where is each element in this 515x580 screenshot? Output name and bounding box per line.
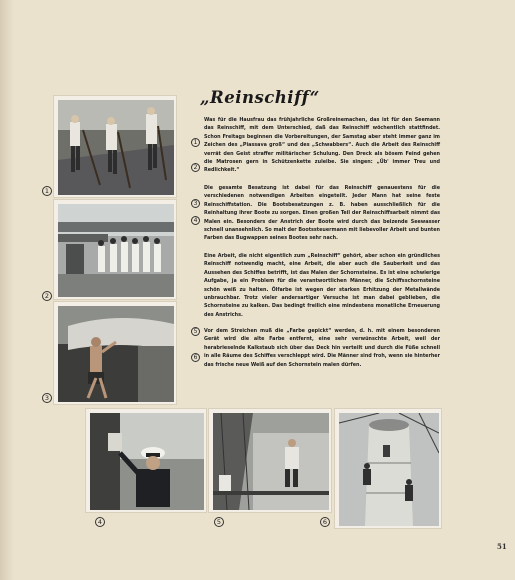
text-marker-1: 1 <box>191 138 200 147</box>
photo-1-image <box>58 100 174 195</box>
paragraph-2: Die gesamte Besatzung ist dabei für das Reinschiff genauestens für die verschiedenen notwendigen Arbeiten eingeteilt. Jeder Mann hat seine feste Reinschiffstation. Die Bootsbesatzungen z. B. haben ausschließlich für die Reinhaltung ihrer Boote zu sorgen. Einen großen Teil der Reinschiffsarbeit nimmt das Malen ein. Besonders der Anstrich der Boote wird durch das beizende Seewasser schnell unansehnlich. So malt der Bootssteuermann mit liebevoller Arbeit und bunten Farben das Bugwappen seines Bootes sehr nach. <box>204 185 440 242</box>
photo-2-image <box>58 204 174 297</box>
paragraph-1: Was für die Hausfrau das frühjahrliche Großreinemachen, das ist für den Seemann das Reinschiff, mit dem Unterschied, daß das Reinschiff wöchentlich stattfindet. Schon Freitags beginnen die Vorbereitungen, der Samstag aber steht immer ganz im Zeichen des „Piassava groß“ und des „Schwabbers“. Auch die Arbeit des Reinschiff verrät den Geist straffer militärischer Schulung. Den Dreck als bösem Feind gehen die Matrosen gern in Schützenkette zuleibe. Sie singen: „Üb' immer Treu und Redlichkeit.“ <box>204 117 440 174</box>
photo-number-3: 3 <box>42 393 52 403</box>
text-marker-6: 6 <box>191 353 200 362</box>
article-title: „Reinschiff“ <box>200 88 320 107</box>
photo-3-painting-boat <box>53 301 177 405</box>
page-spine-shadow <box>0 0 14 580</box>
text-marker-5: 5 <box>191 327 200 336</box>
paragraph-4: Vor dem Streichen muß die „Farbe gepickt“ werden, d. h. mit einem besonderen Gerät wird die alte Farbe entfernt, eine sehr verwünschte Arbeit, weil der herabrieselnde Kalkstaub sich über das Deck hin verteilt und durch die Füße schnell in alle Räume des Schiffes verschleppt wird. Die Männer sind froh, wenn sie hinterher das frische neue Weiß auf den Schornstein malen dürfen. <box>204 328 440 368</box>
text-marker-2: 2 <box>191 163 200 172</box>
photo-5-image <box>213 413 329 510</box>
photo-number-5: 5 <box>214 517 224 527</box>
photo-1-deck-scrubbing <box>53 95 177 198</box>
photo-4-image <box>90 413 204 510</box>
photo-4-bow-crest <box>85 408 207 513</box>
page-number: 51 <box>497 542 507 551</box>
photo-number-4: 4 <box>95 517 105 527</box>
text-marker-4: 4 <box>191 216 200 225</box>
photo-6-funnel-climbers <box>334 408 442 529</box>
photo-6-image <box>339 413 439 526</box>
paragraph-3: Eine Arbeit, die nicht eigentlich zum „Reinschiff“ gehört, aber schon ein gründliches Reinschiff notwendig macht, eine Arbeit, die aber auch die Sauberkeit und das Aussehen des Schiffes betrifft, ist das Malen der Schornsteine. Es ist eine schwierige Aufgabe, ja ein Problem für die verantwortlichen Männer, die Schiffsschornsteine schön weiß zu halten. Ölfarbe ist wegen der starken Erhitzung der Metallwände unbrauchbar. Trotz vieler andersartiger Versuche ist man dabei geblieben, die Schornsteine zu kalken. Das bedingt freilich eine mindestens monatliche Erneuerung des Anstrichs. <box>204 253 440 318</box>
photo-3-image <box>58 306 174 402</box>
photo-number-1: 1 <box>42 186 52 196</box>
photo-number-2: 2 <box>42 291 52 301</box>
photo-2-crew-line <box>53 199 177 300</box>
photo-number-6: 6 <box>320 517 330 527</box>
text-marker-3: 3 <box>191 199 200 208</box>
photo-5-funnel-painting <box>208 408 332 513</box>
